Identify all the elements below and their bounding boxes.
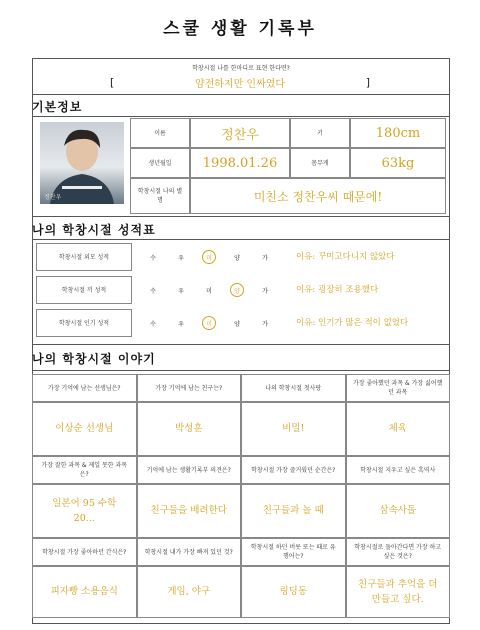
story-answer: 친구들과 추억을 더 만들고 싶다. — [346, 566, 451, 618]
grade-reason: 이유: 꾸미고다니지 않았다 — [296, 252, 395, 262]
weight-value: 63kg — [350, 148, 446, 178]
story-answer: 게임, 야구 — [137, 566, 242, 618]
grade-letter: 수 — [150, 254, 156, 262]
grades-heading: 나의 학창시절 성적표 — [32, 223, 156, 237]
birth-value: 1998.01.26 — [190, 148, 290, 178]
weight-label: 몸무게 — [290, 148, 350, 178]
grade-option — [196, 316, 222, 330]
story-question: 학창시절 가장 좋아하던 간식은? — [32, 538, 137, 566]
grade-option — [140, 250, 166, 264]
nickname-label: 학창시절 나의 별명 — [130, 178, 190, 214]
story-question: 학창시절 지우고 싶은 흑역사 — [346, 456, 451, 484]
bracket-right: ] — [365, 75, 370, 89]
story-question: 가장 좋아했던 과목 & 가장 싫어했던 과목 — [346, 374, 451, 402]
height-label: 키 — [290, 118, 350, 148]
selected-grade-circle: 미 — [202, 250, 216, 264]
name-value: 정찬우 — [190, 118, 290, 148]
grade-letter: 가 — [262, 254, 268, 262]
grade-option — [140, 283, 166, 297]
story-question: 기억에 남는 생활기록부 의견은? — [137, 456, 242, 484]
grade-letter: 수 — [150, 287, 156, 295]
selected-grade-circle: 미 — [202, 316, 216, 330]
grade-letter: 미 — [206, 287, 212, 295]
bracket-left: [ — [110, 75, 115, 89]
selected-grade-circle: 양 — [230, 283, 244, 297]
basic-heading: 기본정보 — [32, 100, 83, 114]
grade-row-label: 학창시절 외모 성적 — [36, 243, 132, 271]
grade-option — [224, 283, 250, 297]
grade-reason: 이유: 굉장히 조용했다 — [296, 285, 379, 295]
story-answer: 비밀! — [241, 402, 346, 456]
grade-reason: 이유: 인기가 많은 적이 없었다 — [296, 318, 409, 328]
grade-option — [252, 250, 278, 264]
grade-option — [196, 250, 222, 264]
grade-row-label: 학창시절 끼 성적 — [36, 276, 132, 304]
divider — [32, 116, 450, 117]
story-question: 나의 학창시절 첫사랑 — [241, 374, 346, 402]
grade-letter: 우 — [178, 254, 184, 262]
birth-label: 생년월일 — [130, 148, 190, 178]
intro-question: 학창시절 나를 한마디로 표현 한다면? — [192, 65, 290, 72]
grade-option — [252, 316, 278, 330]
story-question: 가장 기억에 남는 친구는? — [137, 374, 242, 402]
grade-letter: 우 — [178, 287, 184, 295]
name-label: 이름 — [130, 118, 190, 148]
story-answer: 피자빵 소용음식 — [32, 566, 137, 618]
story-question: 가장 잘한 과목 & 제일 못한 과목은? — [32, 456, 137, 484]
photo-caption: 정찬우 — [44, 194, 62, 201]
page-title: 스쿨 생활 기록부 — [163, 19, 317, 39]
story-answer: 삼속사돌 — [346, 484, 451, 538]
story-answer: 일본어 95 수학 20... — [32, 484, 137, 538]
story-question: 학창시절 가장 즐거웠던 순간은? — [241, 456, 346, 484]
grade-option — [168, 250, 194, 264]
grade-letter: 우 — [178, 320, 184, 328]
grade-letter: 양 — [234, 320, 240, 328]
story-answer: 친구들을 배려한다 — [137, 484, 242, 538]
story-question: 학창시절로 돌아간다면 가장 하고 싶은 것은? — [346, 538, 451, 566]
story-answer: 체육 — [346, 402, 451, 456]
story-answer: 친구들과 놀 때 — [241, 484, 346, 538]
divider — [32, 344, 450, 345]
grade-letter: 가 — [262, 320, 268, 328]
divider — [32, 94, 450, 95]
divider — [32, 239, 450, 240]
intro-answer: 얌전하지만 인싸였다 — [194, 78, 286, 90]
grade-option — [252, 283, 278, 297]
grade-row-label: 학창시절 인기 성적 — [36, 309, 132, 337]
height-value: 180cm — [350, 118, 446, 148]
story-answer: 링딩동 — [241, 566, 346, 618]
grade-letter: 양 — [234, 254, 240, 262]
grade-option — [224, 250, 250, 264]
grade-option — [224, 316, 250, 330]
grade-letter: 수 — [150, 320, 156, 328]
profile-photo — [40, 122, 124, 204]
story-question: 학창시절 하던 버릇 또는 때로 유행어는? — [241, 538, 346, 566]
grade-option — [196, 283, 222, 297]
grade-letter: 가 — [262, 287, 268, 295]
grade-option — [168, 316, 194, 330]
story-answer: 박성훈 — [137, 402, 242, 456]
grade-option — [140, 316, 166, 330]
divider — [32, 216, 450, 217]
story-answer: 이상순 선생님 — [32, 402, 137, 456]
nickname-value: 미친소 정찬우씨 때문에! — [190, 178, 446, 214]
story-question: 학창시절 내가 가장 빠져 있던 것? — [137, 538, 242, 566]
intro-answer-row — [110, 74, 370, 90]
story-heading: 나의 학창시절 이야기 — [32, 352, 156, 366]
story-question: 가장 기억에 남는 선생님은? — [32, 374, 137, 402]
grade-option — [168, 283, 194, 297]
divider — [32, 370, 450, 371]
